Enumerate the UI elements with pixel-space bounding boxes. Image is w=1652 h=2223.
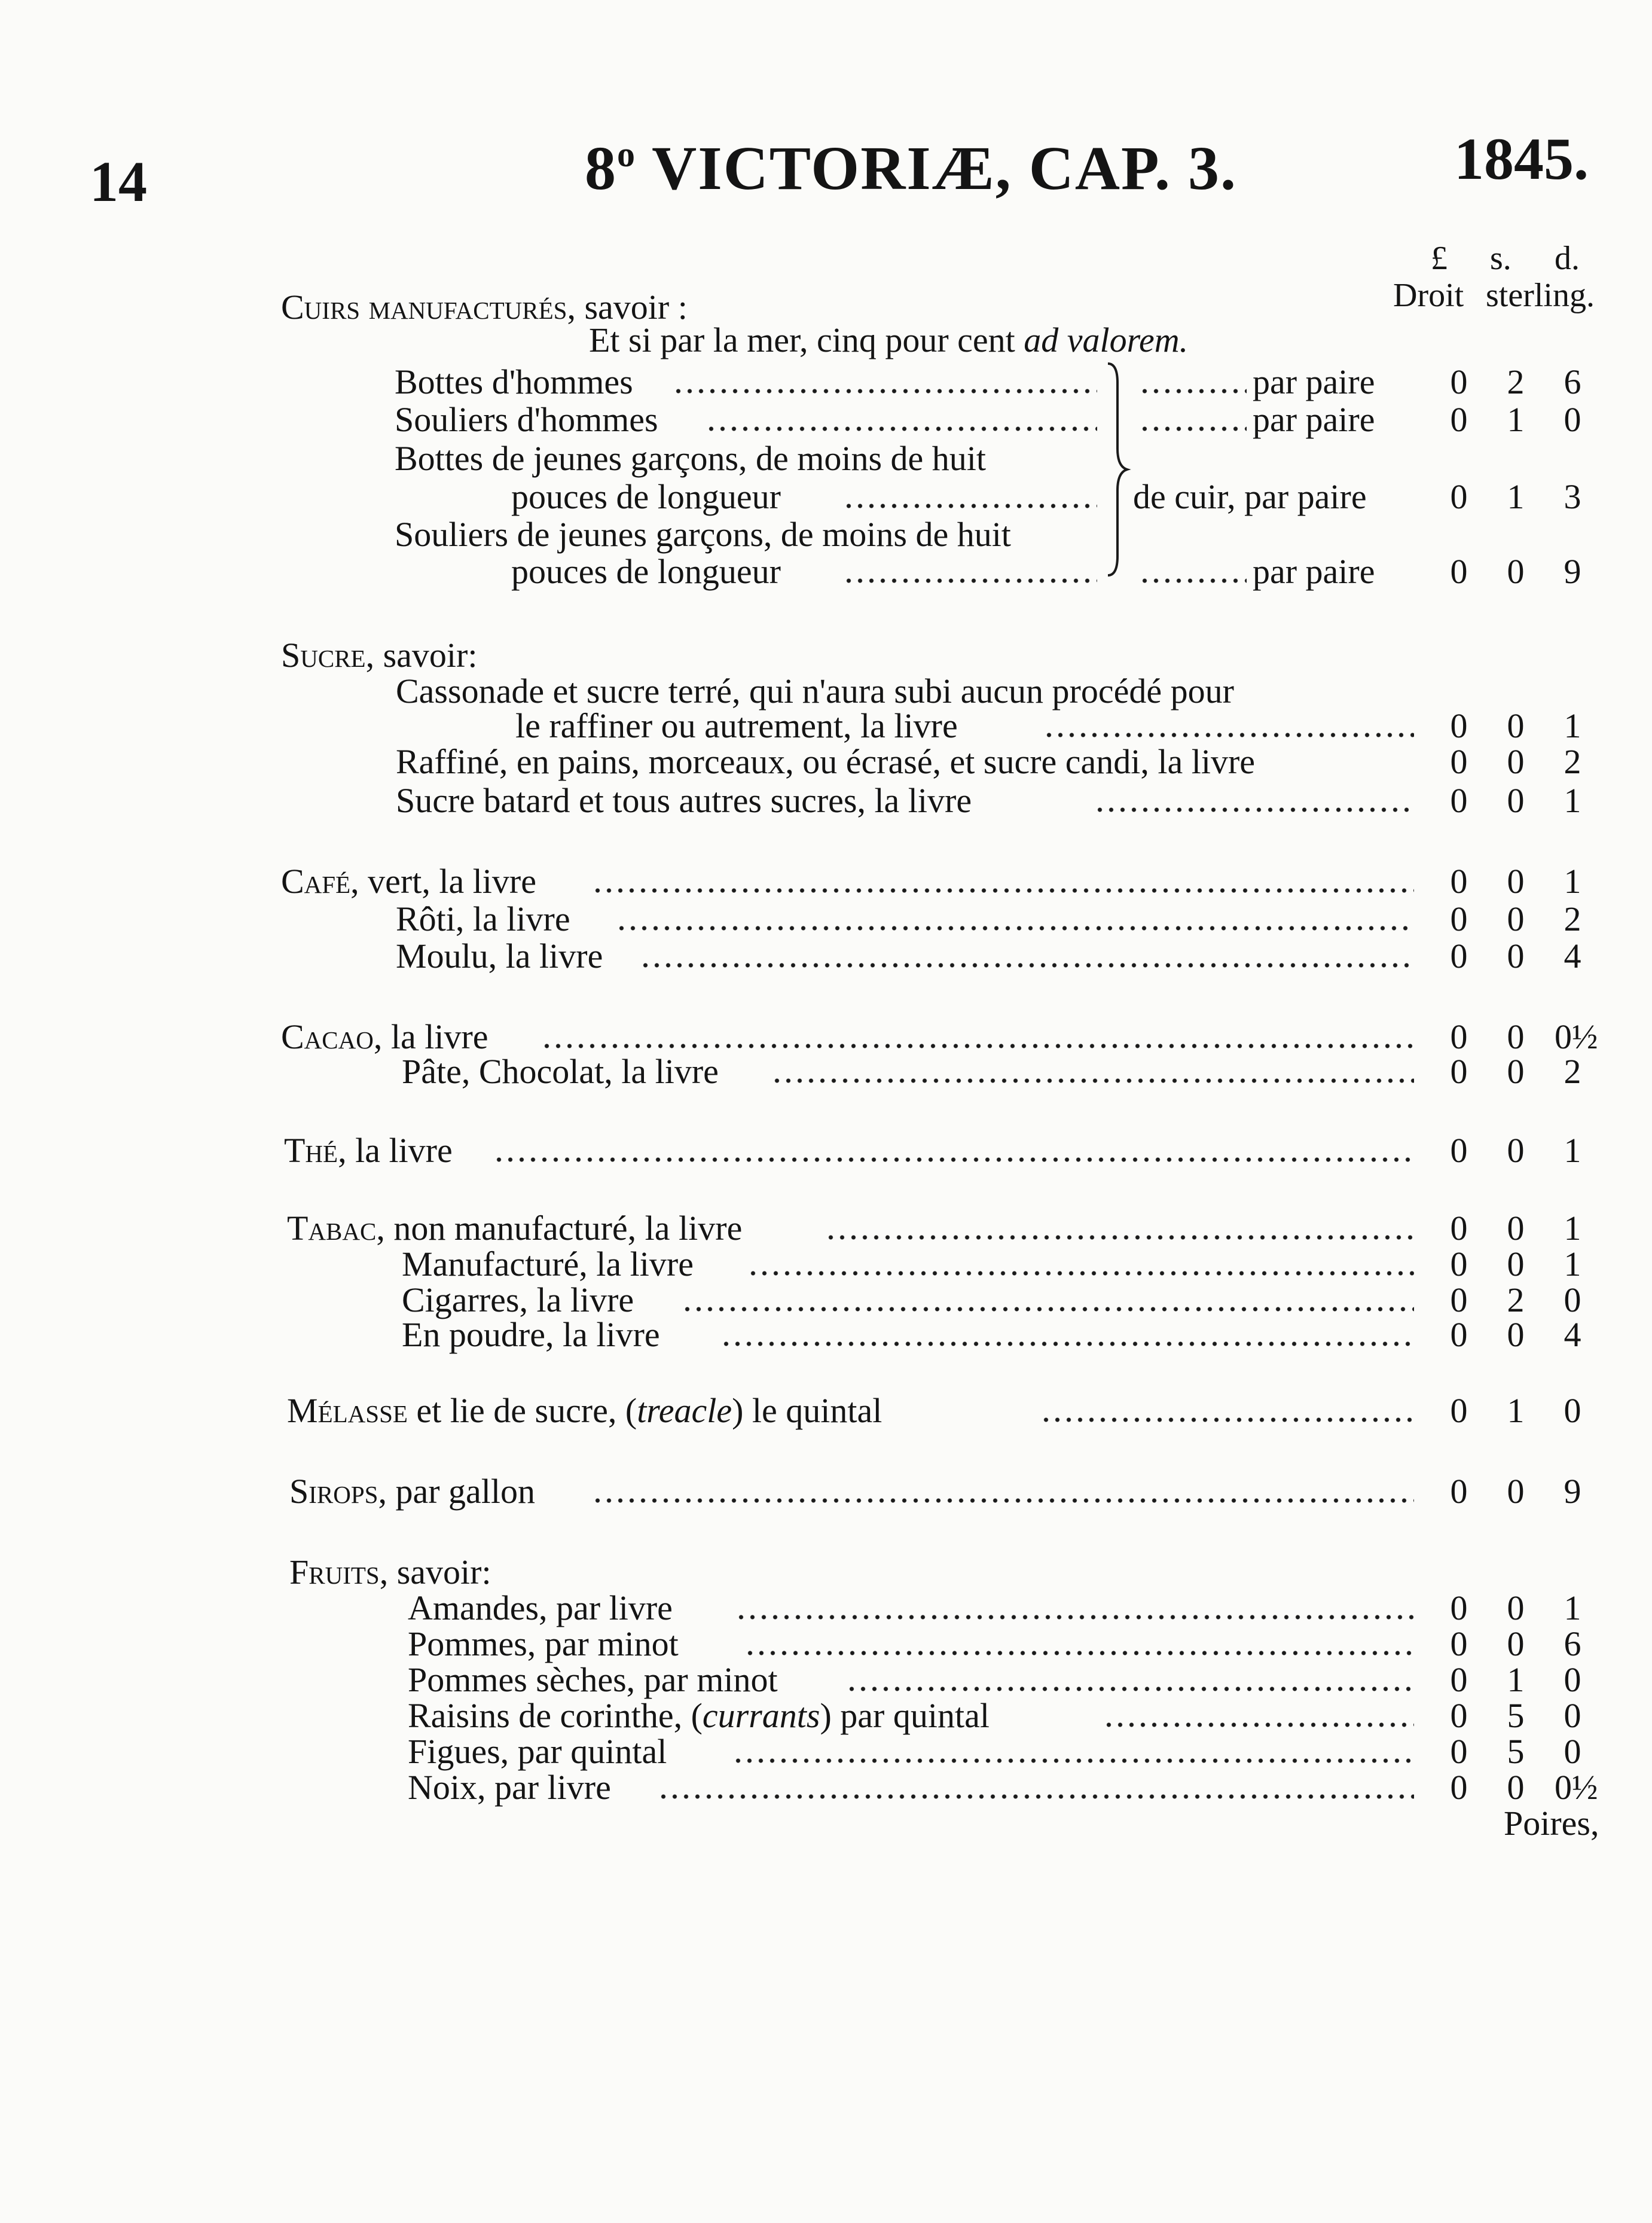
shillings-value: 0 xyxy=(1507,1052,1525,1091)
coffee-title: Café xyxy=(281,862,351,901)
dot-leader xyxy=(640,962,1414,968)
catchword: Poires, xyxy=(1504,1804,1599,1843)
pounds-value: 0 xyxy=(1450,1588,1468,1627)
row-label: Sucre batard et tous autres sucres, la livre xyxy=(396,781,972,820)
row-label-continued: pouces de longueur xyxy=(511,552,781,591)
pence-value: 1 xyxy=(1564,1131,1581,1170)
pounds-value: 0 xyxy=(1450,552,1468,591)
pounds-value: 0 xyxy=(1450,1732,1468,1771)
shillings-value: 5 xyxy=(1507,1732,1525,1771)
pence-value: 2 xyxy=(1564,1052,1581,1091)
pounds-value: 0 xyxy=(1450,1280,1468,1319)
pence-value: 9 xyxy=(1564,552,1581,591)
leather-title: Cuirs manufacturés xyxy=(281,288,567,327)
row-label: Raisins de corinthe, ( xyxy=(408,1696,703,1735)
pounds-value: 0 xyxy=(1450,742,1468,781)
cocoa-title: Cacao xyxy=(281,1017,374,1056)
droit-column-header: Droit xyxy=(1393,277,1464,314)
pounds-value: 0 xyxy=(1450,862,1468,901)
year: 1845. xyxy=(1454,126,1589,192)
tea-title-rest: , la livre xyxy=(338,1131,453,1170)
shillings-value: 0 xyxy=(1507,742,1525,781)
shillings-value: 0 xyxy=(1507,1131,1525,1170)
row-label: Moulu, la livre xyxy=(396,937,603,975)
pounds-value: 0 xyxy=(1450,1391,1468,1430)
row-label: En poudre, la livre xyxy=(402,1315,660,1354)
syrups-title: Sirops xyxy=(289,1472,378,1511)
pounds-value: 0 xyxy=(1450,1209,1468,1248)
pounds-value: 0 xyxy=(1450,1660,1468,1699)
leather-title-rest: , savoir : xyxy=(567,288,688,327)
pounds-value: 0 xyxy=(1450,899,1468,938)
pence-value: 1 xyxy=(1564,1209,1581,1248)
fruits-title: Fruits xyxy=(289,1553,380,1591)
shillings-value: 1 xyxy=(1507,1391,1525,1430)
dot-leader xyxy=(720,1341,1414,1347)
pence-column-header: d. xyxy=(1555,240,1580,277)
dot-leader xyxy=(1139,388,1247,394)
shillings-value: 0 xyxy=(1507,781,1525,820)
dot-leader xyxy=(732,1758,1414,1764)
pound-column-header: £ xyxy=(1431,240,1448,277)
shillings-value: 2 xyxy=(1507,1280,1525,1319)
unit-label: par paire xyxy=(1253,400,1375,439)
dot-leader xyxy=(825,1234,1414,1240)
dot-leader xyxy=(1043,732,1414,738)
dot-leader xyxy=(706,426,1097,432)
dot-leader xyxy=(747,1270,1414,1276)
pence-value: 0 xyxy=(1564,1696,1581,1735)
treacle-text: treacle xyxy=(637,1391,732,1430)
coffee-title-rest: , vert, la livre xyxy=(350,862,536,901)
dot-leader xyxy=(1094,807,1414,813)
pence-value: 4 xyxy=(1564,1315,1581,1354)
molasses-title-end: ) le quintal xyxy=(732,1391,883,1430)
dot-leader xyxy=(771,1078,1414,1084)
row-label: Pommes sèches, par minot xyxy=(408,1660,778,1699)
row-label: Souliers d'hommes xyxy=(395,400,658,439)
tobacco-title: Tabac xyxy=(287,1209,377,1248)
pounds-value: 0 xyxy=(1450,1696,1468,1735)
pence-value: 9 xyxy=(1564,1472,1581,1511)
pence-value: 0 xyxy=(1564,1732,1581,1771)
dot-leader xyxy=(592,1498,1414,1504)
dot-leader xyxy=(843,503,1097,509)
dot-leader xyxy=(1040,1417,1414,1423)
dot-leader xyxy=(616,925,1414,931)
dot-leader xyxy=(1103,1722,1414,1728)
dot-leader xyxy=(846,1686,1414,1692)
page-number: 14 xyxy=(90,150,147,214)
pence-value: 0½ xyxy=(1555,1017,1598,1056)
pence-value: 0 xyxy=(1564,1391,1581,1430)
grouping-brace xyxy=(1103,359,1133,580)
row-label: Pommes, par minot xyxy=(408,1624,679,1663)
row-label: Cassonade et sucre terré, qui n'aura subi aucun procédé pour xyxy=(396,672,1234,710)
shillings-value: 0 xyxy=(1507,552,1525,591)
dot-leader xyxy=(735,1614,1414,1620)
pounds-value: 0 xyxy=(1450,1472,1468,1511)
shillings-value: 1 xyxy=(1507,477,1525,516)
ad-valorem-text: ad valorem. xyxy=(1024,321,1189,359)
shillings-value: 2 xyxy=(1507,362,1525,401)
tobacco-title-rest: , non manufacturé, la livre xyxy=(376,1209,743,1248)
dot-leader xyxy=(493,1157,1414,1163)
unit-label: par paire xyxy=(1253,362,1375,401)
row-label-end: ) par quintal xyxy=(820,1696,990,1735)
row-label: Figues, par quintal xyxy=(408,1732,667,1771)
running-title xyxy=(585,133,1237,204)
pounds-value: 0 xyxy=(1450,362,1468,401)
shillings-value: 0 xyxy=(1507,899,1525,938)
sterling-column-header: sterling. xyxy=(1486,277,1595,314)
shillings-value: 5 xyxy=(1507,1696,1525,1735)
row-label: Bottes de jeunes garçons, de moins de huit xyxy=(395,439,987,478)
pence-value: 1 xyxy=(1564,862,1581,901)
dot-leader xyxy=(1139,578,1247,584)
pence-value: 0 xyxy=(1564,1280,1581,1319)
sugar-title-rest: , savoir: xyxy=(365,636,478,675)
unit-label: par paire xyxy=(1253,552,1375,591)
row-label: Bottes d'hommes xyxy=(395,362,633,401)
row-label: Pâte, Chocolat, la livre xyxy=(402,1052,719,1091)
shillings-value: 0 xyxy=(1507,1315,1525,1354)
dot-leader xyxy=(843,578,1097,584)
dot-leader xyxy=(673,388,1097,394)
molasses-title: Mélasse xyxy=(287,1391,408,1430)
pounds-value: 0 xyxy=(1450,477,1468,516)
shillings-value: 0 xyxy=(1507,1768,1525,1807)
title-superscript: o xyxy=(617,135,636,174)
title-prefix: 8 xyxy=(585,134,617,203)
pounds-value: 0 xyxy=(1450,1131,1468,1170)
pounds-value: 0 xyxy=(1450,1052,1468,1091)
pounds-value: 0 xyxy=(1450,400,1468,439)
shillings-value: 0 xyxy=(1507,1588,1525,1627)
pence-value: 1 xyxy=(1564,1245,1581,1283)
row-label: Manufacturé, la livre xyxy=(402,1245,694,1283)
row-label: Cigarres, la livre xyxy=(402,1280,634,1319)
pounds-value: 0 xyxy=(1450,1315,1468,1354)
row-label-continued: le raffiner ou autrement, la livre xyxy=(515,706,958,745)
shillings-value: 0 xyxy=(1507,1017,1525,1056)
unit-label: de cuir, par paire xyxy=(1133,477,1367,516)
cocoa-title-rest: , la livre xyxy=(373,1017,488,1056)
shillings-value: 0 xyxy=(1507,1472,1525,1511)
sugar-title: Sucre xyxy=(281,636,366,675)
dot-leader xyxy=(744,1650,1414,1656)
pounds-value: 0 xyxy=(1450,706,1468,745)
pence-value: 2 xyxy=(1564,899,1581,938)
pounds-value: 0 xyxy=(1450,781,1468,820)
pence-value: 0 xyxy=(1564,1660,1581,1699)
pence-value: 1 xyxy=(1564,706,1581,745)
pence-value: 1 xyxy=(1564,1588,1581,1627)
dot-leader xyxy=(592,888,1414,894)
fruits-title-rest: , savoir: xyxy=(379,1553,491,1591)
pence-value: 6 xyxy=(1564,1624,1581,1663)
syrups-title-rest: , par gallon xyxy=(378,1472,536,1511)
row-label: Noix, par livre xyxy=(408,1768,611,1807)
shillings-value: 0 xyxy=(1507,706,1525,745)
row-label-continued: pouces de longueur xyxy=(511,477,781,516)
row-label: Amandes, par livre xyxy=(408,1588,673,1627)
dot-leader xyxy=(1139,426,1247,432)
shillings-value: 0 xyxy=(1507,1245,1525,1283)
pounds-value: 0 xyxy=(1450,1768,1468,1807)
pounds-value: 0 xyxy=(1450,937,1468,975)
shillings-value: 0 xyxy=(1507,1209,1525,1248)
row-label: Rôti, la livre xyxy=(396,899,570,938)
dot-leader xyxy=(658,1794,1414,1800)
dot-leader xyxy=(541,1043,1414,1049)
tea-title: Thé xyxy=(284,1131,338,1170)
pence-value: 0½ xyxy=(1555,1768,1598,1807)
shillings-value: 0 xyxy=(1507,862,1525,901)
pence-value: 1 xyxy=(1564,781,1581,820)
dot-leader xyxy=(682,1306,1414,1312)
shillings-value: 0 xyxy=(1507,1624,1525,1663)
sea-duty-text: Et si par la mer, cinq pour cent xyxy=(589,321,1024,359)
row-label: Souliers de jeunes garçons, de moins de huit xyxy=(395,515,1011,554)
pounds-value: 0 xyxy=(1450,1624,1468,1663)
shillings-value: 1 xyxy=(1507,1660,1525,1699)
pence-value: 3 xyxy=(1564,477,1581,516)
shillings-value: 0 xyxy=(1507,937,1525,975)
shilling-column-header: s. xyxy=(1490,240,1511,277)
pounds-value: 0 xyxy=(1450,1245,1468,1283)
pence-value: 4 xyxy=(1564,937,1581,975)
row-label: Raffiné, en pains, morceaux, ou écrasé, et sucre candi, la livre xyxy=(396,742,1256,781)
title-main: VICTORIÆ, CAP. 3. xyxy=(636,134,1237,203)
currants-text: currants xyxy=(702,1696,820,1735)
pence-value: 0 xyxy=(1564,400,1581,439)
pence-value: 2 xyxy=(1564,742,1581,781)
pence-value: 6 xyxy=(1564,362,1581,401)
molasses-title-rest: et lie de sucre, ( xyxy=(407,1391,637,1430)
shillings-value: 1 xyxy=(1507,400,1525,439)
pounds-value: 0 xyxy=(1450,1017,1468,1056)
